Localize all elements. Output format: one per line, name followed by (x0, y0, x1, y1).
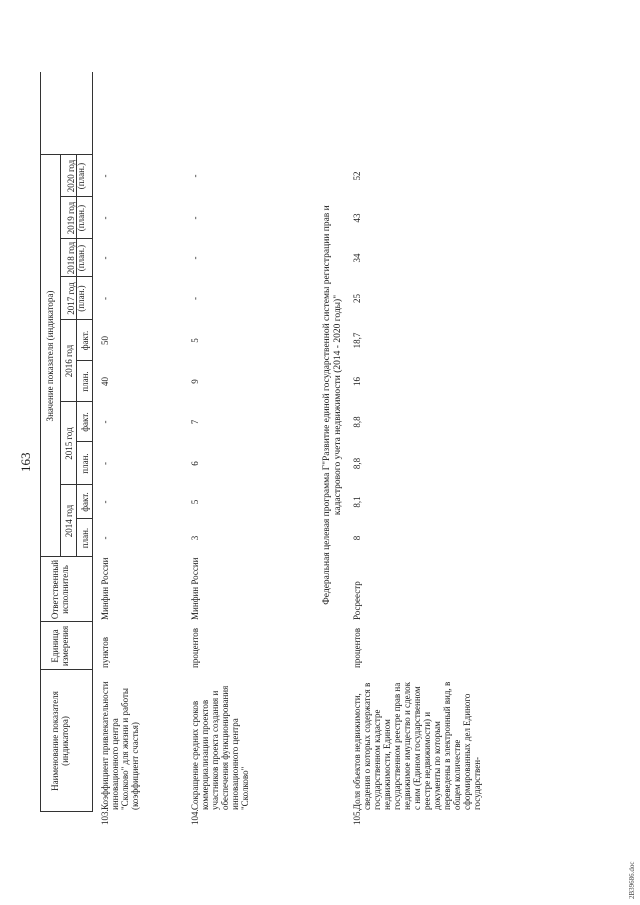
row-103-2017: - (100, 297, 110, 300)
row-105-2015-plan: 8,8 (352, 457, 362, 470)
row-105-2020: 52 (352, 171, 362, 181)
header-2016-plan: план. (80, 371, 90, 392)
header-year-2020: 2020 год (план.) (66, 159, 86, 193)
row-103-2015-plan: - (100, 462, 110, 465)
row-105-2016-plan: 16 (352, 377, 362, 386)
row-103-2016-fact: 50 (100, 336, 110, 345)
row-104-2017: - (190, 297, 200, 300)
row-104-name: Сокращение средних сроков коммерциализации проектов участников проекта создания и обеспечения функционирования инновационного центра "Сколково" (190, 685, 250, 810)
header-indicator-name: Наименование показателя (индикатора) (50, 691, 70, 791)
table-top-border (40, 72, 41, 812)
row-105-responsible: Росреестр (352, 581, 362, 620)
row-103-number: 103. (100, 809, 110, 825)
row-105-number: 105. (352, 809, 362, 825)
header-year-2016: 2016 год (64, 344, 74, 378)
row-104-unit: процентов (190, 627, 200, 668)
section-title: Федеральная целевая программа Г"Развитие единой государственной системы регистрации прав и кадастрового учета недвижимости (2014 - 2020 годы)" (322, 205, 343, 605)
row-104-2019: - (190, 216, 200, 220)
row-103-2014-fact: - (100, 500, 110, 504)
row-105-2019: 43 (352, 213, 362, 223)
header-2014-fact: факт. (80, 492, 90, 512)
row-105-2018: 34 (352, 253, 362, 263)
row-104-2015-plan: 6 (190, 461, 200, 466)
header-year-2019: 2019 год (план.) (66, 201, 86, 235)
row-104-2014-plan: 3 (190, 535, 200, 541)
row-103-2018: - (100, 256, 110, 260)
header-2014-plan: план. (80, 527, 90, 549)
row-105-2014-fact: 8,1 (352, 496, 362, 508)
header-year-2014: 2014 год (64, 504, 74, 538)
row-105-2016-fact: 18,7 (352, 332, 362, 349)
row-104-2016-plan: 9 (190, 379, 200, 384)
row-103-2015-fact: - (100, 420, 110, 424)
header-indicator-values: Значение показателя (индикатора) (45, 290, 55, 422)
row-105-2014-plan: 8 (352, 535, 362, 541)
row-103-2016-plan: 40 (100, 377, 110, 386)
row-104-2016-fact: 5 (190, 338, 200, 343)
row-103-responsible: Минфин России (100, 557, 110, 620)
row-103-unit: пунктов (100, 637, 110, 668)
row-104-2014-fact: 5 (190, 499, 200, 505)
row-104-2020: - (190, 174, 200, 178)
header-year-2015: 2015 год (64, 427, 74, 460)
header-2015-fact: факт. (80, 412, 90, 432)
row-103-2019: - (100, 216, 110, 220)
row-105-unit: процентов (352, 627, 362, 668)
header-year-2017: 2017 год (план.) (66, 282, 86, 315)
header-responsible: Ответственный исполнитель (50, 559, 70, 620)
footer-filename: 2B39686.doc (628, 861, 636, 899)
row-105-name: Доля объектов недвижимости, сведения о которых содержатся в государственном кадастре недвижимости, Едином государственном реестре прав на недвижимое имущество и сделок с ним (Едином государственном реестре недвижимости) и документы по которым переведены в электронный вид, в общем количестве сформированных дел Единого государствен- (352, 681, 482, 810)
row-103-name: Коэффициент привлекательности инновационного центра "Сколково" для жизни и работы (коэффициент счастья) (100, 681, 140, 810)
page-number: 163 (18, 452, 33, 472)
row-103-2020: - (100, 174, 110, 178)
header-unit: Единица измерения (50, 625, 70, 667)
header-year-2018: 2018 год (план.) (66, 241, 86, 275)
row-105-2015-fact: 8,8 (352, 416, 362, 428)
row-104-2015-fact: 7 (190, 419, 200, 425)
row-104-number: 104. (190, 809, 200, 825)
row-104-2018: - (190, 256, 200, 260)
header-2015-plan: план. (80, 453, 90, 474)
row-104-responsible: Минфин России (190, 557, 200, 620)
header-2016-fact: факт. (80, 330, 90, 351)
row-103-2014-plan: - (100, 536, 110, 540)
table-header-bottom-border (92, 72, 93, 812)
row-105-2017: 25 (352, 294, 362, 303)
